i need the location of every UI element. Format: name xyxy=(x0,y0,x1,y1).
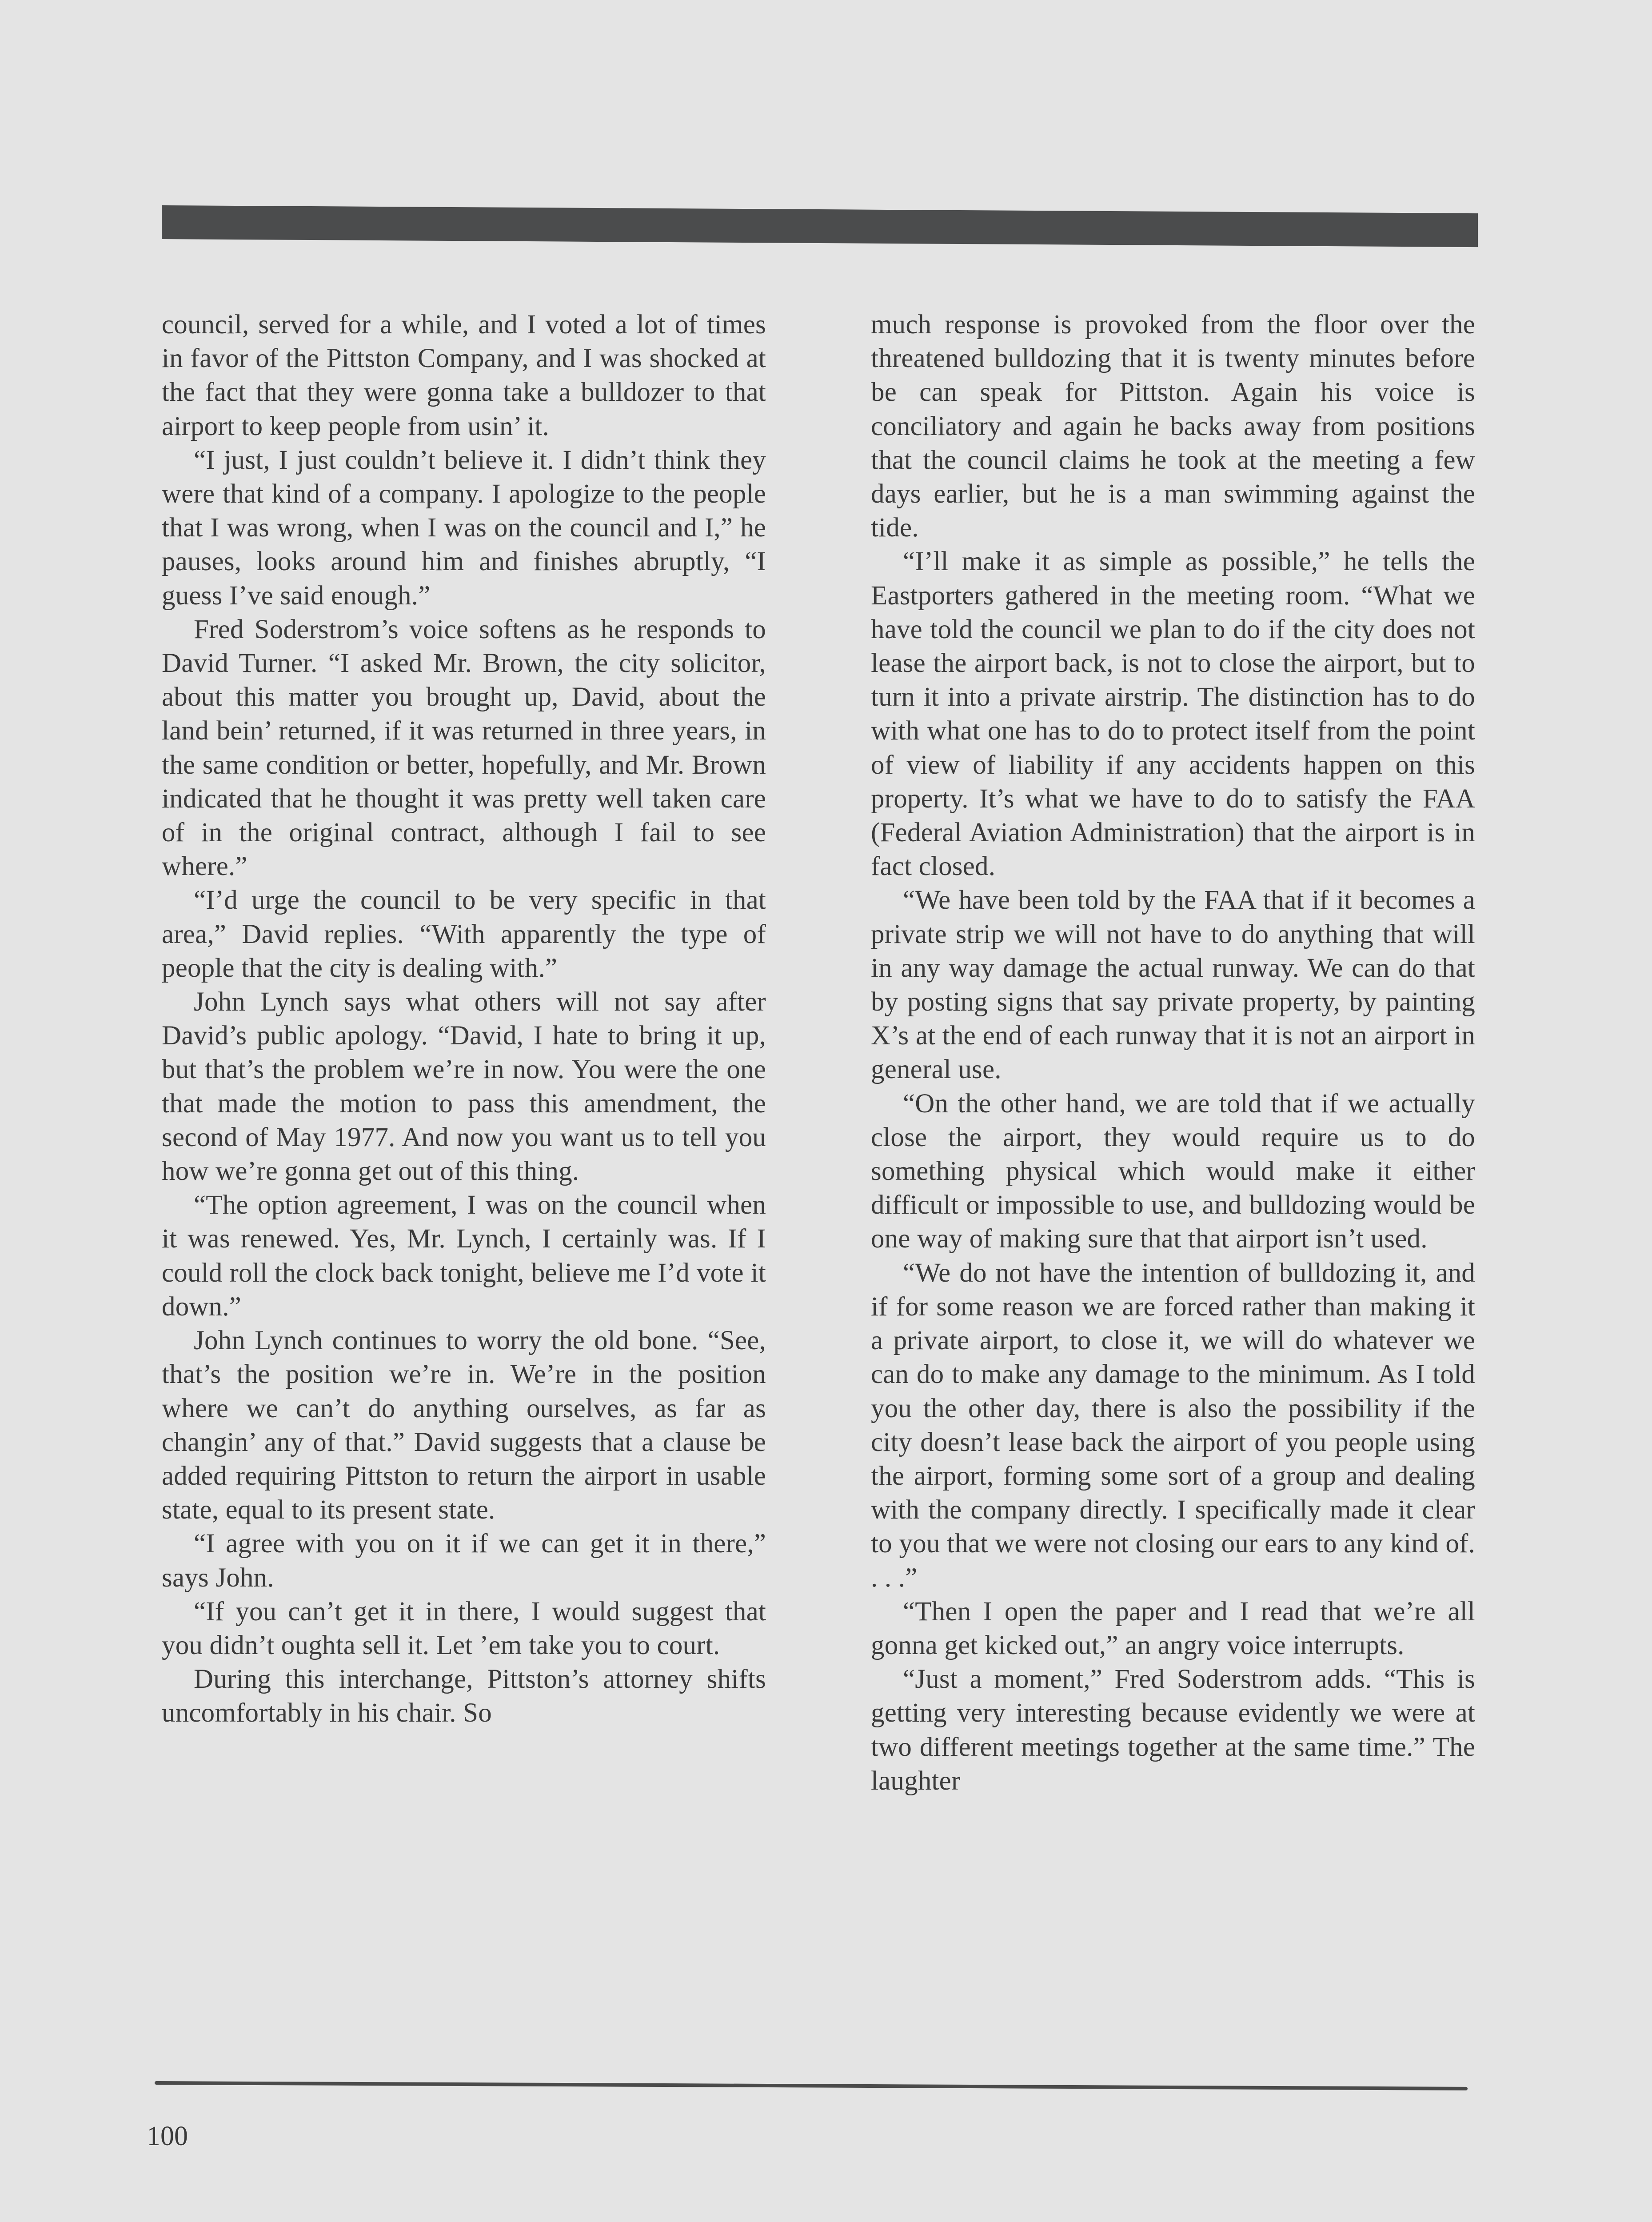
paragraph: Fred Soderstrom’s voice softens as he responds to David Turner. “I asked Mr. Brown, the city solicitor, about this matter you brought up, David, about the land bein’ returned, if it was returned in three years, in the same condition or better, hopefully, and Mr. Brown indicated that he thought it was pretty well taken care of in the original contract, although I fail to see where.” xyxy=(162,614,766,882)
paragraph: “We have been told by the FAA that if it becomes a private strip we will not have to do anything that will in any way damage the actual runway. We can do that by posting signs that say private property, by painting X’s at the end of each runway that it is not an airport in general use. xyxy=(871,885,1475,1085)
paragraph: “I’ll make it as simple as possible,” he tells the Eastporters gathered in the meeting room. “What we have told the council we plan to do if the city does not lease the airport back, is not to close the airport, but to turn it into a private airstrip. The distinction has to do with what one has to do to protect itself from the point of view of liability if any accidents happen on this property. It’s what we have to do to satisfy the FAA (Federal Aviation Administration) that the airport is in fact closed. xyxy=(871,547,1475,882)
paragraph: “We do not have the intention of bulldozing it, and if for some reason we are forced rather than making it a private airport, to close it, we will do whatever we can do to make any damage to the minimum. As I told you the other day, there is also the possibility if the city doesn’t lease back the airport of you people using the airport, forming some sort of a group and dealing with the company directly. I specifically made it clear to you that we were not closing our ears to any kind of. . . .” xyxy=(871,1258,1475,1593)
paragraph: “I just, I just couldn’t believe it. I didn’t think they were that kind of a company. I apologize to the people that I was wrong, when I was on the council and I,” he pauses, looks around him and finishes abruptly, “I guess I’ve said enough.” xyxy=(162,445,766,611)
paragraph: council, served for a while, and I voted a lot of times in favor of the Pittston Company, and I was shocked at the fact that they were gonna take a bulldozer to that airport to keep people from usin’ it. xyxy=(162,310,766,441)
paragraph: much response is provoked from the floor over the threatened bulldozing that it is twenty minutes before be can speak for Pittston. Again his voice is conciliatory and again he backs away from positions that the council claims he took at the meeting a few days earlier, but he is a man swimming against the tide. xyxy=(871,310,1475,543)
text-column-left xyxy=(162,308,766,1730)
paragraph: “Then I open the paper and I read that we’re all gonna get kicked out,” an angry voice interrupts. xyxy=(871,1596,1475,1660)
header-bar xyxy=(162,205,1478,247)
text-column-right xyxy=(871,308,1475,1798)
paragraph: “Just a moment,” Fred Soderstrom adds. “This is getting very interesting because evidently we were at two different meetings together at the same time.” The laughter xyxy=(871,1664,1475,1796)
paragraph: “The option agreement, I was on the council when it was renewed. Yes, Mr. Lynch, I certainly was. If I could roll the clock back tonight, believe me I’d vote it down.” xyxy=(162,1190,766,1322)
paragraph: John Lynch says what others will not say after David’s public apology. “David, I hate to bring it up, but that’s the problem we’re in now. You were the one that made the motion to pass this amendment, the second of May 1977. And now you want us to tell you how we’re gonna get out of this thing. xyxy=(162,987,766,1187)
page-number: 100 xyxy=(147,2121,188,2151)
paragraph: “I’d urge the council to be very specific in that area,” David replies. “With apparently the type of people that the city is dealing with.” xyxy=(162,885,766,983)
paragraph: “If you can’t get it in there, I would suggest that you didn’t oughta sell it. Let ’em take you to court. xyxy=(162,1596,766,1660)
paragraph: During this interchange, Pittston’s attorney shifts uncomfortably in his chair. So xyxy=(162,1664,766,1728)
paragraph: “On the other hand, we are told that if we actually close the airport, they would require us to do something physical which would make it either difficult or impossible to use, and bulldozing would be one way of making sure that that airport isn’t used. xyxy=(871,1088,1475,1254)
paragraph: “I agree with you on it if we can get it in there,” says John. xyxy=(162,1529,766,1593)
paragraph: John Lynch continues to worry the old bone. “See, that’s the position we’re in. We’re in the position where we can’t do anything ourselves, as far as changin’ any of that.” David suggests that a clause be added requiring Pittston to return the airport in usable state, equal to its present state. xyxy=(162,1326,766,1525)
bottom-rule xyxy=(155,2081,1468,2090)
